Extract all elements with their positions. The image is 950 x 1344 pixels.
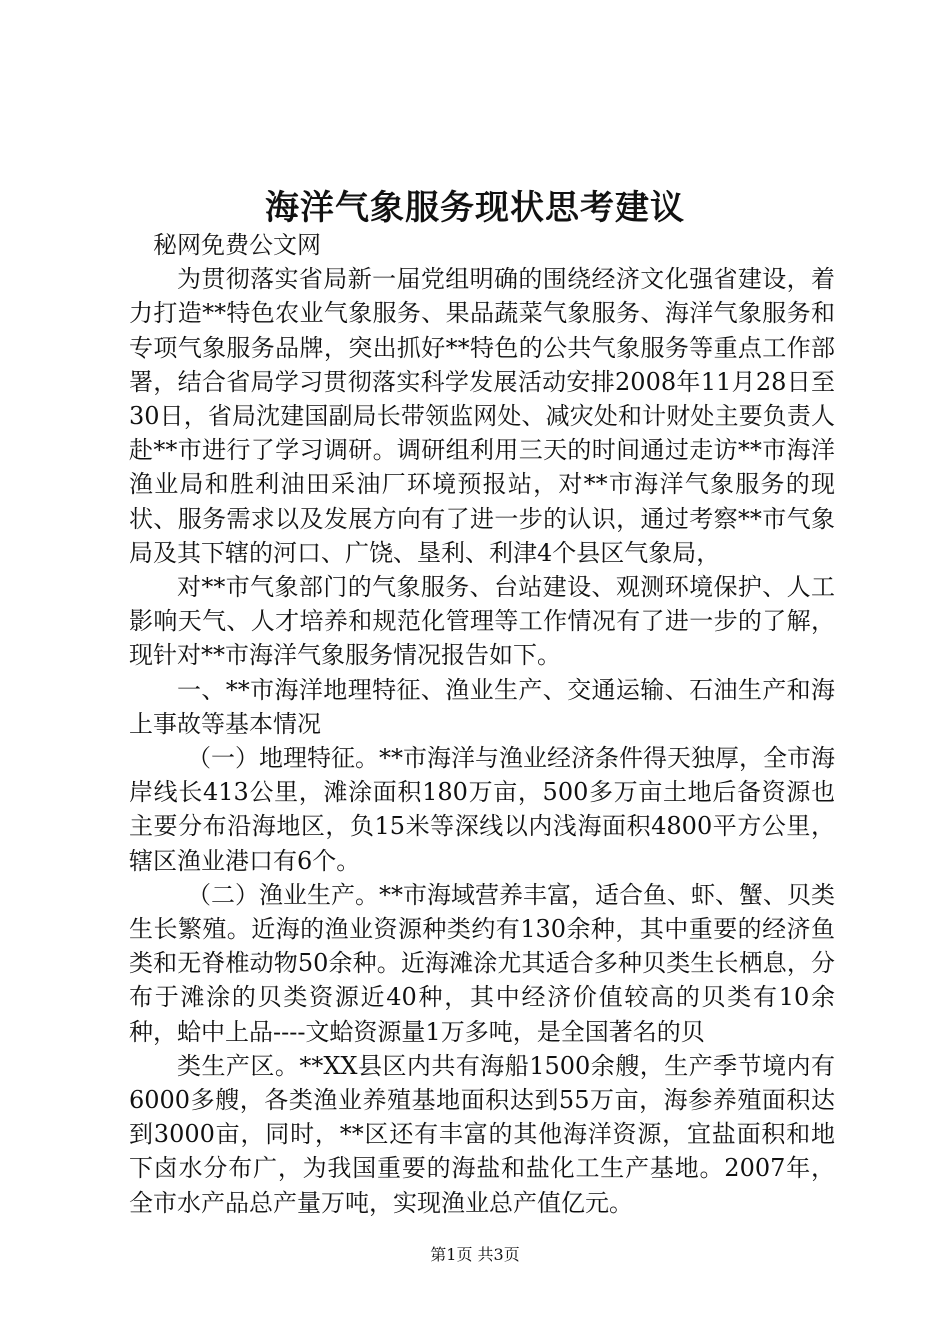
document-title: 海洋气象服务现状思考建议 [265, 188, 685, 228]
paragraph-intro: 为贯彻落实省局新一届党组明确的围绕经济文化强省建设，着力打造**特色农业气象服务、果品蔬菜气象服务、海洋气象服务和专项气象服务品牌，突出抓好**特色的公共气象服务等重点工作部署，结合省局学习贯彻落实科学发展活动安排2008年11月28日至30日，省局沈建国副局长带领监网处、减灾处和计财处主要负责人赴**市进行了学习调研。调研组利用三天的时间通过走访**市海洋渔业局和胜利油田采油厂环境预报站，对**市海洋气象服务的现状、服务需求以及发展方向有了进一步的认识，通过考察**市气象局及其下辖的河口、广饶、垦利、利津4个县区气象局， [129, 265, 835, 567]
page-footer: 第1页 共3页 [430, 1245, 520, 1264]
paragraph-intro-continued: 对**市气象部门的气象服务、台站建设、观测环境保护、人工影响天气、人才培养和规范化管理等工作情况有了进一步的了解，现针对**市海洋气象服务情况报告如下。 [129, 573, 835, 670]
paragraph-fishery-continued: 类生产区。**XX县区内共有海船1500余艘，生产季节境内有6000多艘，各类渔业养殖基地面积达到55万亩，海参养殖面积达到3000亩，同时，**区还有丰富的其他海洋资源，宜盐面积和地下卤水分布广，为我国重要的海盐和盐化工生产基地。2007年，全市水产品总产量万吨，实现渔业总产值亿元。 [129, 1051, 835, 1217]
subsection-geography: （一）地理特征。**市海洋与渔业经济条件得天独厚，全市海岸线长413公里，滩涂面积180万亩，500多万亩土地后备资源也主要分布沿海地区，负15米等深线以内浅海面积4800平方公里，辖区渔业港口有6个。 [129, 744, 835, 875]
section-heading-1: 一、**市海洋地理特征、渔业生产、交通运输、石油生产和海上事故等基本情况 [129, 675, 835, 738]
subsection-fishery: （二）渔业生产。**市海域营养丰富，适合鱼、虾、蟹、贝类生长繁殖。近海的渔业资源种类约有130余种，其中重要的经济鱼类和无脊椎动物50余种。近海滩涂尤其适合多种贝类生长栖息，分布于滩涂的贝类资源近40种，其中经济价值较高的贝类有10余种，蛤中上品----文蛤资源量1万多吨，是全国著名的贝 [129, 880, 835, 1046]
document-body [129, 228, 835, 1220]
source-line: 秘网免费公文网 [153, 231, 321, 259]
